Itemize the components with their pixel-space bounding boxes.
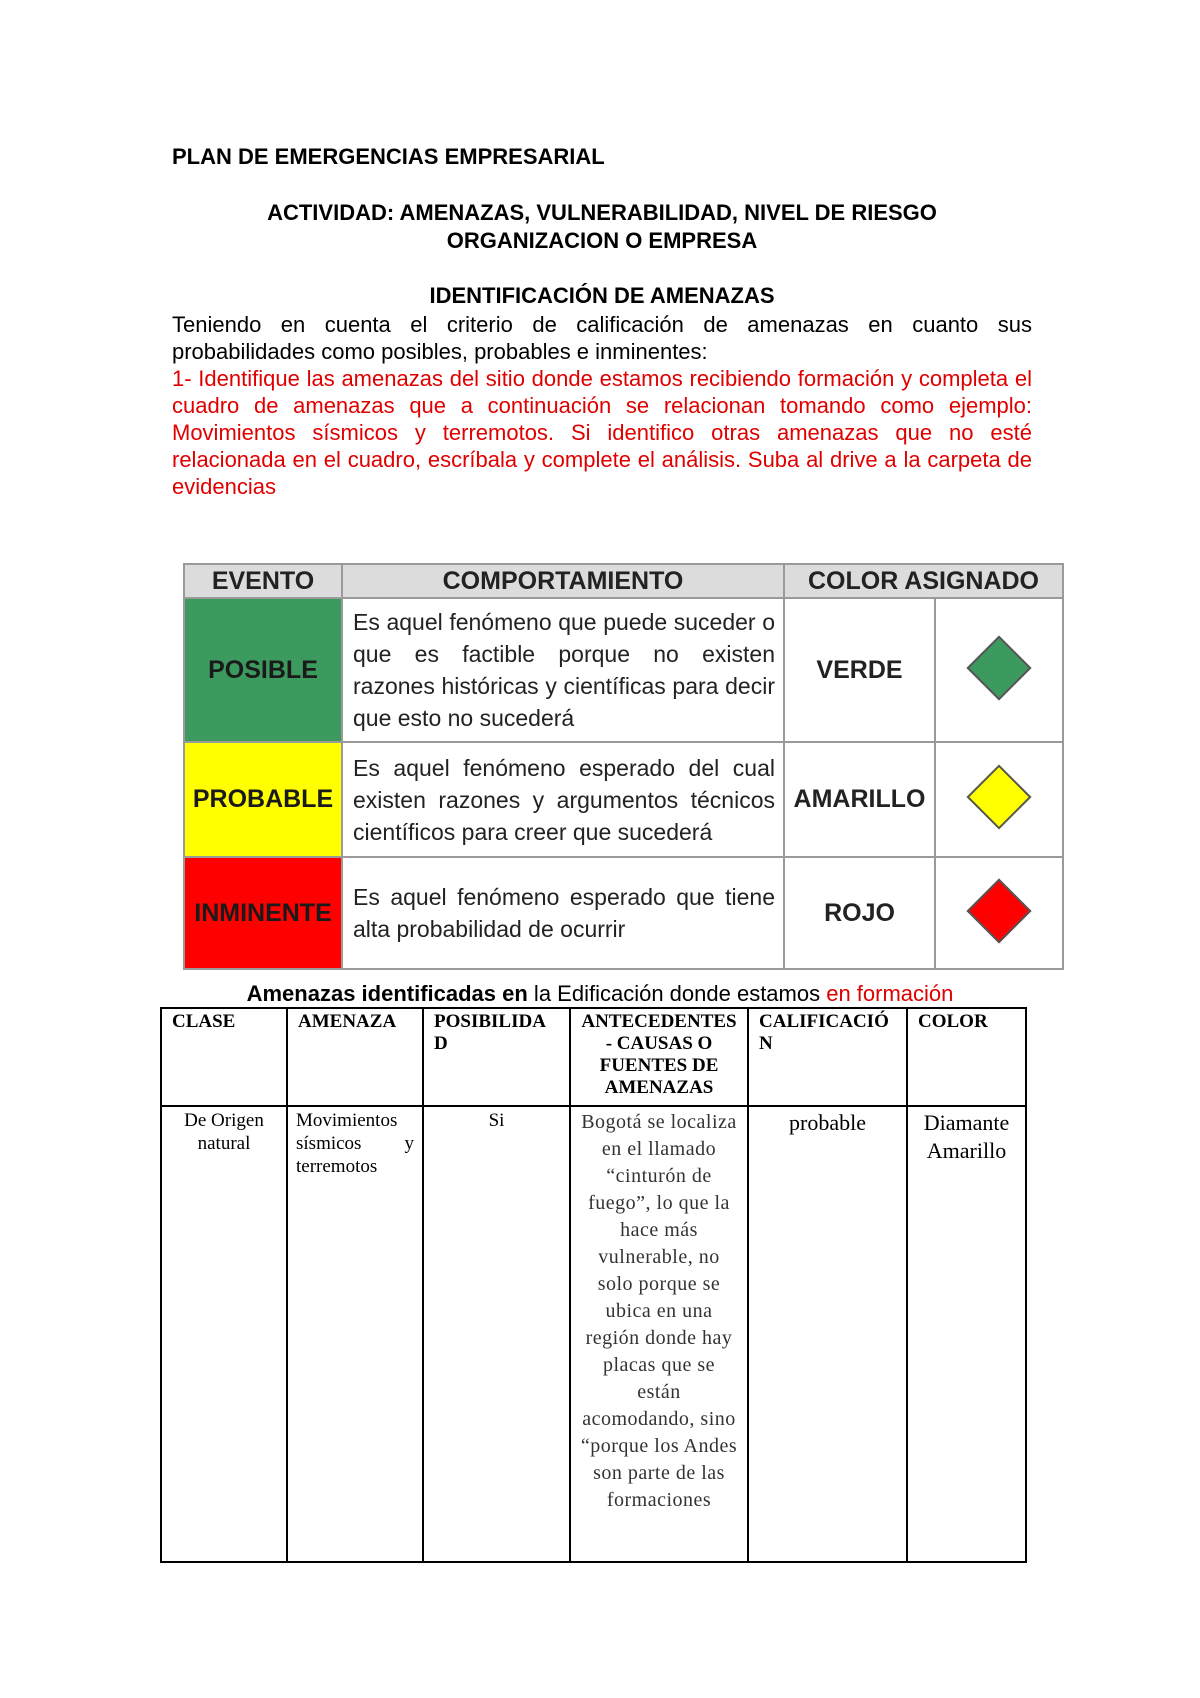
event-posible: POSIBLE [184,598,342,742]
section-title: IDENTIFICACIÓN DE AMENAZAS [429,283,775,308]
header-amenaza: AMENAZA [287,1008,423,1106]
color-name-amarillo: AMARILLO [784,742,935,857]
threats-table [160,1007,1027,1563]
event-probable: PROBABLE [184,742,342,857]
header-calificacion: CALIFICACIÓN [748,1008,907,1106]
behavior-inminente: Es aquel fenómeno esperado que tiene alta probabilidad de ocurrir [342,857,784,969]
table-row [161,1106,1026,1562]
criteria-row-probable [184,742,1063,857]
caption-part2: la Edificación donde estamos [527,981,827,1006]
color-swatch-rojo [935,857,1063,969]
green-diamond-icon [966,635,1031,700]
event-inminente: INMINENTE [184,857,342,969]
document-title: PLAN DE EMERGENCIAS EMPRESARIAL [172,144,605,169]
criteria-header-color: COLOR ASIGNADO [784,564,1063,598]
threats-table-caption [160,981,1040,1007]
behavior-posible: Es aquel fenómeno que puede suceder o que es factible porque no existen razones históricas y científicas para decir que esto no sucederá [342,598,784,742]
behavior-probable: Es aquel fenómeno esperado del cual existen razones y argumentos técnicos científicos para creer que sucederá [342,742,784,857]
yellow-diamond-icon [966,764,1031,829]
caption-part3: en formación [826,981,954,1006]
header-color: COLOR [907,1008,1026,1106]
criteria-header-behavior: COMPORTAMIENTO [342,564,784,598]
header-antecedentes: ANTECEDENTES - CAUSAS O FUENTES DE AMENAZAS [570,1008,748,1106]
criteria-row-inminente [184,857,1063,969]
instruction-paragraph: 1- Identifique las amenazas del sitio donde estamos recibiendo formación y completa el cuadro de amenazas que a continuación se relacionan tomando como ejemplo: Movimientos sísmicos y terremotos. Si identifico otras amenazas que no esté relacionada en el cuadro, escríbala y complete el análisis. Suba al drive a la carpeta de evidencias [172,366,1032,499]
header-posibilidad: POSIBILIDAD [423,1008,570,1106]
threats-header-row [161,1008,1026,1106]
color-name-rojo: ROJO [784,857,935,969]
intro-paragraph: Teniendo en cuenta el criterio de calificación de amenazas en cuanto sus probabilidades como posibles, probables e inminentes: [172,312,1032,364]
color-swatch-amarillo [935,742,1063,857]
activity-title-line1: ACTIVIDAD: AMENAZAS, VULNERABILIDAD, NIVEL DE RIESGO [267,200,937,225]
cell-clase: De Origen natural [161,1106,287,1562]
cell-amenaza: Movimientos sísmicos y terremotos [287,1106,423,1562]
header-clase: CLASE [161,1008,287,1106]
cell-color: Diamante Amarillo [907,1106,1026,1562]
cell-antecedentes: Bogotá se localiza en el llamado “cinturón de fuego”, lo que la hace más vulnerable, no solo porque se ubica en una región donde hay placas que se están acomodando, sino “porque los Andes son parte de las formaciones [570,1106,748,1562]
activity-title-line2: ORGANIZACION O EMPRESA [446,228,758,253]
cell-calificacion: probable [748,1106,907,1562]
threat-criteria-table [183,563,1064,970]
caption-part1: Amenazas identificadas en [246,981,528,1006]
criteria-header-row [184,564,1063,598]
red-diamond-icon [966,878,1031,943]
criteria-row-posible [184,598,1063,742]
cell-posibilidad: Si [423,1106,570,1562]
color-name-verde: VERDE [784,598,935,742]
criteria-header-event: EVENTO [184,564,342,598]
activity-title [172,199,1032,255]
color-swatch-verde [935,598,1063,742]
